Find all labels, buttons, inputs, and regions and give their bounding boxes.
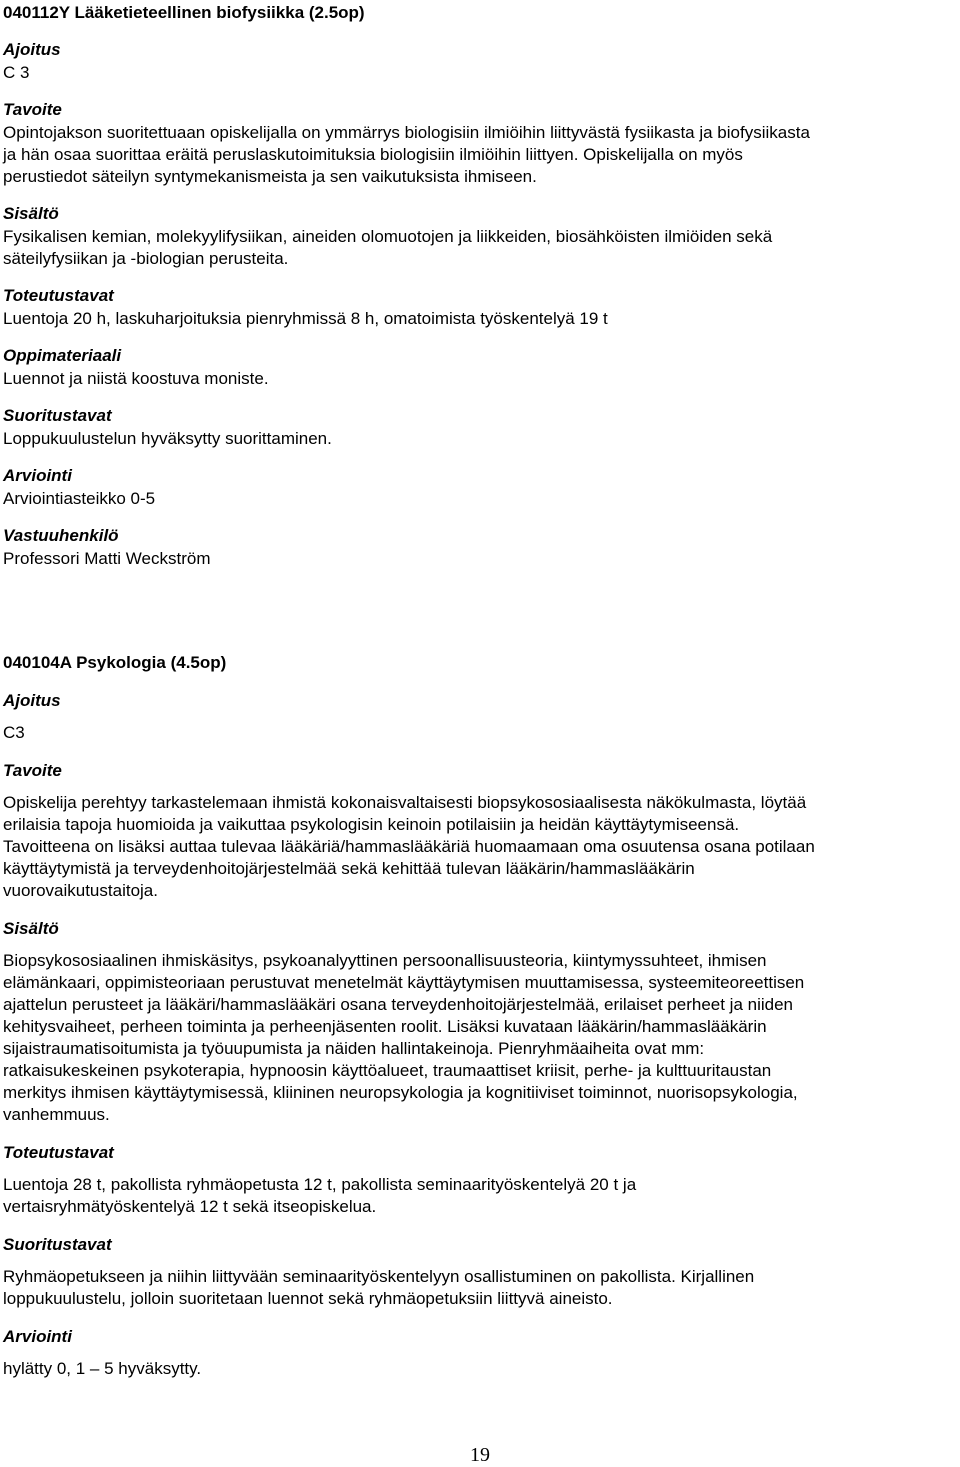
- section-text: Loppukuulustelun hyväksytty suorittaminen.: [3, 429, 332, 448]
- section-tavoite: [3, 760, 958, 902]
- course-title: 040104A Psykologia (4.5op): [3, 653, 227, 672]
- section-heading: Arviointi: [3, 466, 72, 485]
- section-toteutustavat: [3, 285, 958, 330]
- section-heading: Tavoite: [3, 761, 62, 780]
- section-sisalto: [3, 918, 958, 1126]
- section-text: Arviointiasteikko 0-5: [3, 489, 156, 508]
- section-text: C 3: [3, 63, 30, 82]
- section-heading: Sisältö: [3, 204, 59, 223]
- course-block-biofysiikka: [3, 2, 958, 570]
- section-text: Opiskelija perehtyy tarkastelemaan ihmistä kokonaisvaltaisesti biopsykososiaalisesta näkökulmasta, löytää erilaisia tapoja huomioida ja vaikuttaa psykologisin keinoin potilaisiin ja heidän käyttäytymiseensä. Tavoitteena on lisäksi auttaa tulevaa lääkäriä/hammaslääkäriä huomaamaan oma osuutensa osana potilaan käyttäytymistä ja terveydenhoitojärjestelmää sekä kehittää tulevan lääkärin/hammaslääkärin vuorovaikutustaitoja.: [3, 793, 815, 900]
- section-suoritustavat: [3, 1234, 958, 1310]
- course-title: 040112Y Lääketieteellinen biofysiikka (2.5op): [3, 3, 365, 22]
- section-text: Biopsykososiaalinen ihmiskäsitys, psykoanalyyttinen persoonallisuusteoria, kiintymyssuhteet, ihmisen elämänkaari, oppimisteoriaan perustuvat menetelmät käyttäytymisen muuttamisessa, systeemiteoreettisen ajattelun perusteet ja lääkäri/hammaslääkäri osana terveydenhoitojärjestelmää, erilaiset perheet ja niiden kehitysvaiheet, perheen toiminta ja perheenjäsenten roolit. Lisäksi kuvataan lääkärin/hammaslääkärin sijaistraumatisoitumista ja työuupumista ja näiden hallintakeinoja. Pienryhmäaiheita ovat mm: ratkaisukeskeinen psykoterapia, hypnoosin käyttöalueet, traumaattiset kriisit, perhe- ja kulttuuritaustan merkitys ihmisen käyttäytymisessä, kliininen neuropsykologia ja kognitiiviset toiminnot, nuorisopsykologia, vanhemmuus.: [3, 951, 805, 1124]
- section-text: Opintojakson suoritettuaan opiskelijalla on ymmärrys biologisiin ilmiöihin liittyvästä fysiikasta ja biofysiikasta ja hän osaa suorittaa eräitä peruslaskutoimituksia biologisiin ilmiöihin liittyen. Opiskelijalla on myös perustiedot säteilyn syntymekanismeista ja sen vaikutuksista ihmiseen.: [3, 123, 810, 186]
- section-heading: Ajoitus: [3, 40, 61, 59]
- section-text: C3: [3, 723, 25, 742]
- section-sisalto: [3, 203, 958, 270]
- course-block-psykologia: [3, 652, 958, 1380]
- section-tavoite: [3, 99, 958, 188]
- section-heading: Toteutustavat: [3, 286, 114, 305]
- section-ajoitus: [3, 690, 958, 744]
- section-text: Professori Matti Weckström: [3, 549, 211, 568]
- section-text: hylätty 0, 1 – 5 hyväksytty.: [3, 1359, 202, 1378]
- section-heading: Sisältö: [3, 919, 59, 938]
- section-toteutustavat: [3, 1142, 958, 1218]
- section-ajoitus: [3, 39, 958, 84]
- section-heading: Suoritustavat: [3, 1235, 112, 1254]
- section-suoritustavat: [3, 405, 958, 450]
- section-vastuuhenkilo: [3, 525, 958, 570]
- section-text: Ryhmäopetukseen ja niihin liittyvään seminaarityöskentelyyn osallistuminen on pakollista. Kirjallinen loppukuulustelu, jolloin suoritetaan luennot sekä ryhmäopetuksiin liittyvä aineisto.: [3, 1267, 755, 1308]
- section-heading: Tavoite: [3, 100, 62, 119]
- section-heading: Oppimateriaali: [3, 346, 122, 365]
- section-text: Luentoja 20 h, laskuharjoituksia pienryhmissä 8 h, omatoimista työskentelyä 19 t: [3, 309, 608, 328]
- section-text: Luentoja 28 t, pakollista ryhmäopetusta 12 t, pakollista seminaarityöskentelyä 20 t ja vertaisryhmätyöskentelyä 12 t sekä itseopiskelua.: [3, 1175, 637, 1216]
- section-heading: Arviointi: [3, 1327, 72, 1346]
- section-text: Luennot ja niistä koostuva moniste.: [3, 369, 269, 388]
- page-number: 19: [470, 1444, 490, 1466]
- section-text: Fysikalisen kemian, molekyylifysiikan, aineiden olomuotojen ja liikkeiden, biosähköisten ilmiöiden sekä säteilyfysiikan ja -biologian perusteita.: [3, 227, 773, 268]
- section-oppimateriaali: [3, 345, 958, 390]
- section-arviointi: [3, 465, 958, 510]
- section-arviointi: [3, 1326, 958, 1380]
- section-heading: Suoritustavat: [3, 406, 112, 425]
- section-heading: Vastuuhenkilö: [3, 526, 119, 545]
- section-heading: Ajoitus: [3, 691, 61, 710]
- section-heading: Toteutustavat: [3, 1143, 114, 1162]
- document-page: [3, 0, 958, 1378]
